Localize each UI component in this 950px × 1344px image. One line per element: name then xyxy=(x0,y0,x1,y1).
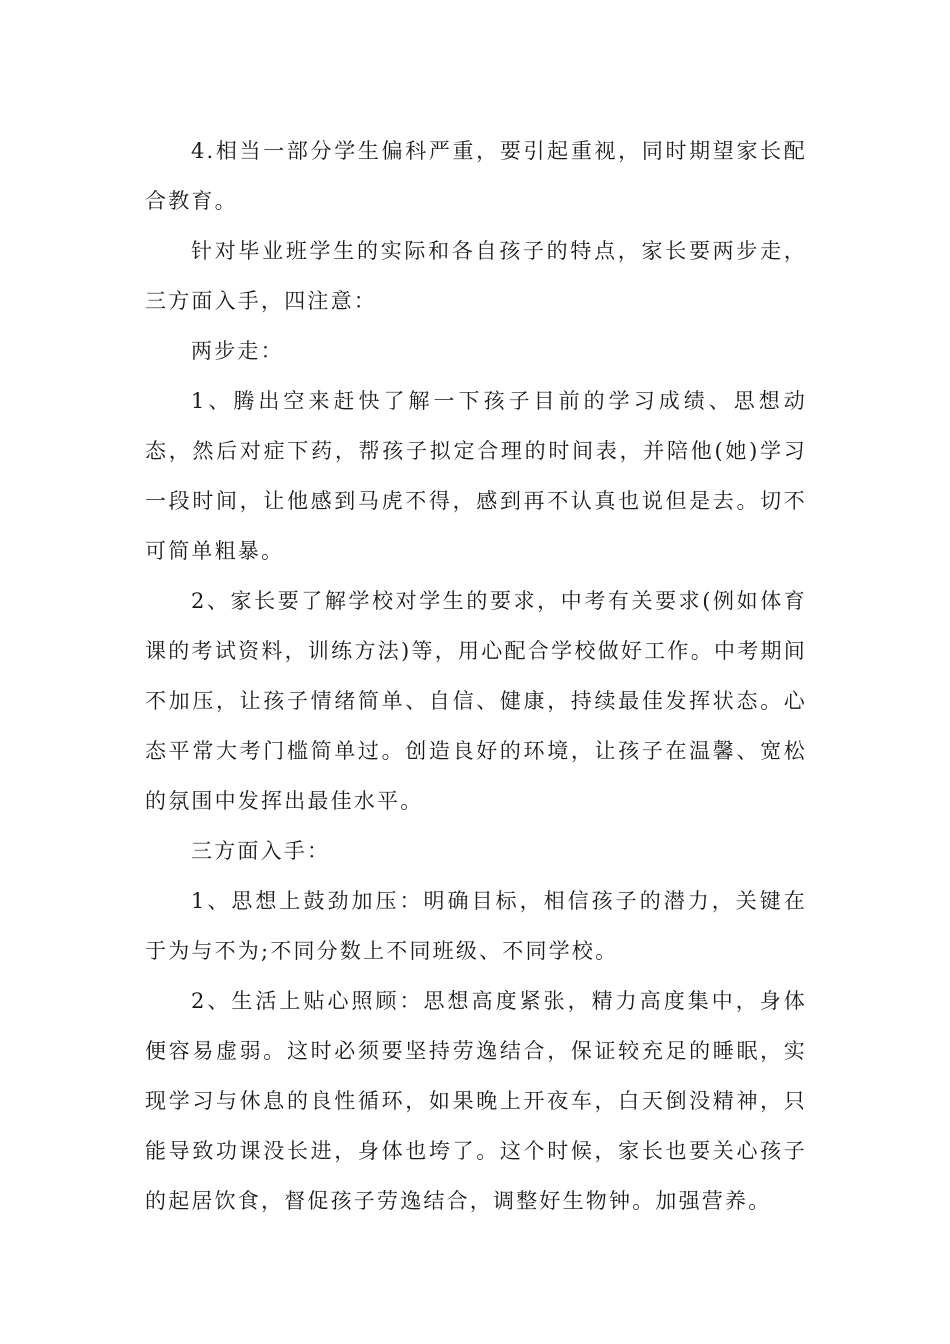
paragraph-step-2: 2、家长要了解学校对学生的要求，中考有关要求(例如体育课的考试资料，训练方法)等，用心配合学校做好工作。中考期间不加压，让孩子情绪简单、自信、健康，持续最佳发挥状态。心态平常大考门槛简单过。创造良好的环境，让孩子在温馨、宽松的氛围中发挥出最佳水平。 xyxy=(145,589,807,813)
paragraph-intro-strategy: 针对毕业班学生的实际和各自孩子的特点，家长要两步走，三方面入手，四注意： xyxy=(145,239,807,313)
heading-two-steps: 两步走： xyxy=(191,339,284,363)
paragraph-aspect-1: 1、思想上鼓劲加压：明确目标，相信孩子的潜力，关键在于为与不为;不同分数上不同班级、不同学校。 xyxy=(145,889,807,963)
paragraph-aspect-2: 2、生活上贴心照顾：思想高度紧张，精力高度集中，身体便容易虚弱。这时必须要坚持劳逸结合，保证较充足的睡眠，实现学习与休息的良性循环，如果晚上开夜车，白天倒没精神，只能导致功课没长进，身体也垮了。这个时候，家长也要关心孩子的起居饮食，督促孩子劳逸结合，调整好生物钟。加强营养。 xyxy=(145,989,807,1213)
heading-three-aspects: 三方面入手： xyxy=(191,839,331,863)
document-body xyxy=(145,126,807,1226)
paragraph-step-1: 1、腾出空来赶快了解一下孩子目前的学习成绩、思想动态，然后对症下药，帮孩子拟定合理的时间表，并陪他(她)学习一段时间，让他感到马虎不得，感到再不认真也说但是去。切不可简单粗暴。 xyxy=(145,389,807,563)
paragraph-study-imbalance: 4.相当一部分学生偏科严重，要引起重视，同时期望家长配合教育。 xyxy=(145,139,807,213)
